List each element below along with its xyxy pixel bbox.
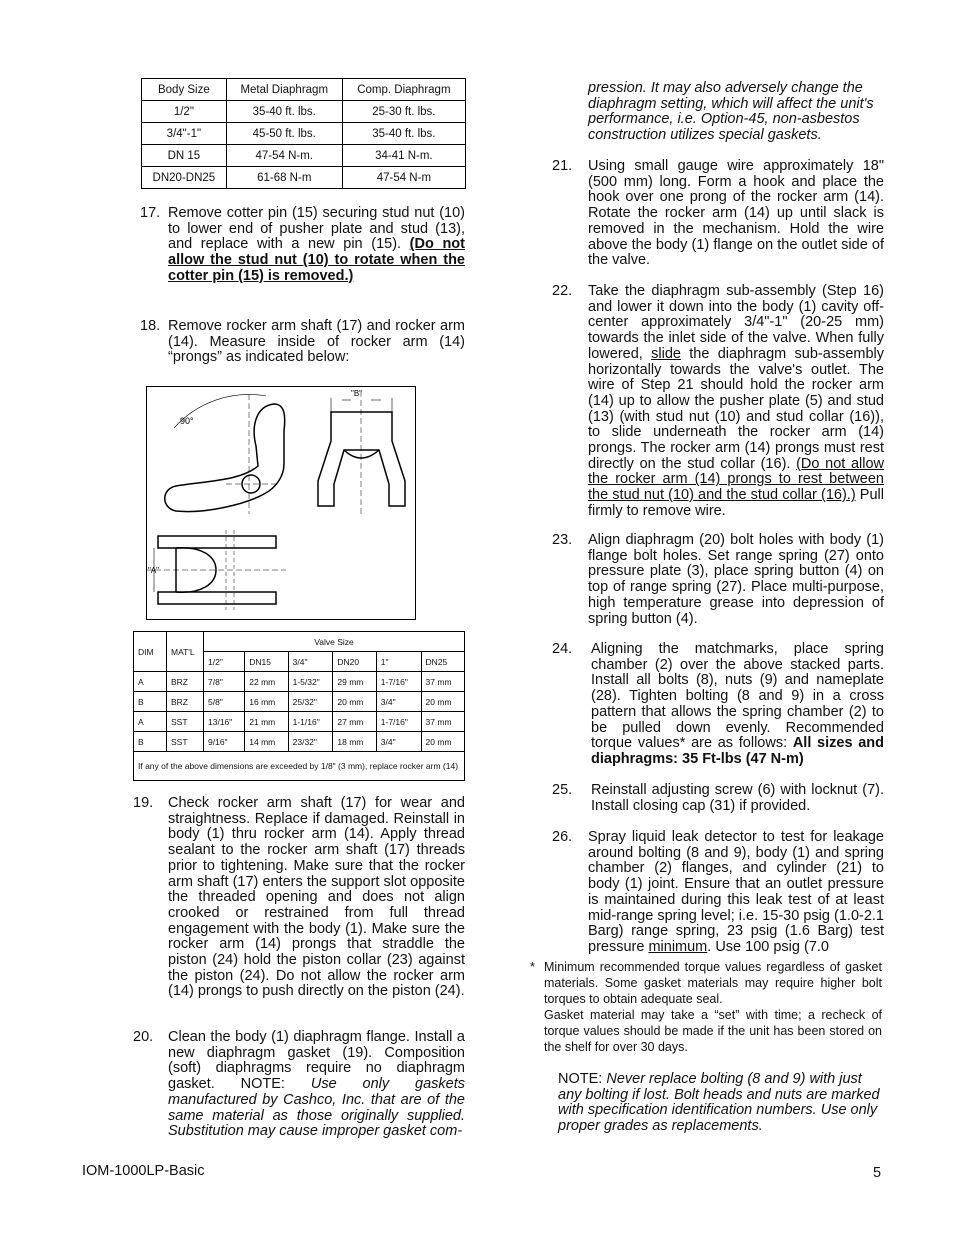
- header-cell: Body Size: [142, 79, 227, 101]
- table-cell: 35-40 ft. lbs.: [226, 101, 342, 123]
- step-text: Remove rocker arm shaft (17) and rocker arm (14). Measure inside of rocker arm (14) “prongs” as indicated below:: [168, 318, 465, 366]
- table-row: [134, 672, 465, 692]
- table-cell: 37 mm: [421, 672, 464, 692]
- step-19: [133, 796, 465, 1000]
- step-number: 26.: [552, 829, 573, 845]
- step-text: Align diaphragm (20) bolt holes with body (1) flange bolt holes. Set range spring (27) onto pressure plate (3), place spring button (4) on top of range spring (27). Place multi-purpose, high temperature grease into depression of spring button (4).: [588, 532, 884, 627]
- step-26: [552, 830, 884, 956]
- table-row: [134, 712, 465, 732]
- table-cell: 20 mm: [421, 732, 464, 752]
- step-17: [140, 206, 465, 285]
- header-cell: DN25: [421, 652, 464, 672]
- table-cell: 16 mm: [245, 692, 288, 712]
- table-cell: DN20-DN25: [142, 167, 227, 189]
- table-cell: A: [134, 672, 167, 692]
- torque-table: [141, 78, 466, 189]
- table-note-row: [134, 752, 465, 781]
- step-text: the diaphragm sub-assembly horizontally towards the valve's outlet. The wire of Step 21 should hold the rocker arm (14) up to allow the pusher plate (5) and stud (13) (with stud nut (10) and stud collar (16)), to slide underneath the rocker arm (14) prongs. The rocker arm (14) prongs must rest directly on the stud collar (16).: [588, 345, 884, 472]
- step-text: Using small gauge wire approximately 18" (500 mm) long. Form a hook and place the hook over one prong of the rocker arm (14). Rotate the rocker arm (14) up until slack is removed in the mechanism. Hold the wire above the body (1) flange on the outlet side of the valve.: [588, 158, 884, 269]
- dimension-b-label: "B": [351, 389, 363, 398]
- note-label: NOTE:: [558, 1071, 607, 1087]
- table-cell: A: [134, 712, 167, 732]
- table-cell: 1-5/32": [288, 672, 333, 692]
- table-cell: 1-7/16": [376, 712, 421, 732]
- angle-label: 90°: [180, 416, 194, 426]
- header-cell: 1/2": [204, 652, 245, 672]
- table-cell: 21 mm: [245, 712, 288, 732]
- step-text: Pull firmly to remove wire.: [588, 487, 884, 519]
- table-cell: B: [134, 692, 167, 712]
- table-cell: 27 mm: [333, 712, 376, 732]
- table-header-row: [142, 79, 466, 101]
- footnote-marker: *: [530, 960, 535, 974]
- table-row: [142, 101, 466, 123]
- table-row: [142, 167, 466, 189]
- note-text: Never replace bolting (8 and 9) with just any bolting if lost. Bolt heads and nuts are marked with specification identification numbers. Use only proper grades as replacements.: [558, 1071, 880, 1135]
- step-number: 20.: [133, 1029, 154, 1045]
- table-cell: 18 mm: [333, 732, 376, 752]
- step-22: [552, 284, 884, 520]
- table-cell: 47-54 N-m: [342, 167, 465, 189]
- step-text-emphasis: minimum: [648, 938, 708, 955]
- footnote-text: Gasket material may take a “set” with time; a recheck of torque values should be made if the unit has been stored on the shelf for over 30 days.: [544, 1008, 882, 1054]
- table-row: [134, 732, 465, 752]
- table-cell: 37 mm: [421, 712, 464, 732]
- table-cell: 7/8": [204, 672, 245, 692]
- header-cell: Comp. Diaphragm: [342, 79, 465, 101]
- header-cell: 3/4": [288, 652, 333, 672]
- table-cell: 9/16": [204, 732, 245, 752]
- footnote-text: Minimum recommended torque values regardless of gasket materials. Some gasket materials may require higher bolt torques to obtain adequate seal.: [544, 960, 882, 1006]
- step-text: Spray liquid leak detector to test for leakage around bolting (8 and 9), body (1) and spring chamber (2) flanges, and cylinder (21) to body (1) joint. Ensure that an outlet pressure is maintained during this leak test of at least mid-range spring level; i.e. 15-30 psig (1.0-2.1 Barg) range spring, 23 psig (1.6 Barg) test pressure: [588, 829, 884, 955]
- dimension-a-label: "A": [148, 566, 160, 575]
- step-number: 21.: [552, 158, 573, 174]
- step-number: 23.: [552, 532, 573, 548]
- table-cell: 35-40 ft. lbs.: [342, 123, 465, 145]
- rocker-arm-diagram: [146, 386, 416, 620]
- table-cell: SST: [167, 712, 204, 732]
- step-number: 24.: [552, 641, 573, 657]
- table-cell: 45-50 ft. lbs.: [226, 123, 342, 145]
- table-cell: 20 mm: [421, 692, 464, 712]
- header-cell: DIM: [134, 632, 167, 672]
- step-24: [552, 642, 884, 768]
- header-cell: DN20: [333, 652, 376, 672]
- table-cell: 23/32": [288, 732, 333, 752]
- step-25: [552, 783, 884, 814]
- step-number: 17.: [140, 205, 161, 221]
- document-id: IOM-1000LP-Basic: [82, 1163, 205, 1179]
- table-cell: DN 15: [142, 145, 227, 167]
- header-cell: Valve Size: [204, 632, 465, 652]
- header-cell: 1": [376, 652, 421, 672]
- step-number: 25.: [552, 782, 573, 798]
- table-cell: 13/16": [204, 712, 245, 732]
- footnote: [544, 959, 882, 1055]
- page-number: 5: [873, 1165, 882, 1181]
- table-cell: 3/4": [376, 732, 421, 752]
- step-18: [140, 319, 465, 366]
- table-cell: 25/32": [288, 692, 333, 712]
- header-cell: DN15: [245, 652, 288, 672]
- table-cell: 1-7/16": [376, 672, 421, 692]
- table-cell: BRZ: [167, 672, 204, 692]
- table-row: [142, 145, 466, 167]
- table-cell: 5/8": [204, 692, 245, 712]
- table-cell: SST: [167, 732, 204, 752]
- table-cell: 1/2": [142, 101, 227, 123]
- table-cell: 29 mm: [333, 672, 376, 692]
- table-row: [142, 123, 466, 145]
- step-number: 19.: [133, 795, 154, 811]
- step-text-emphasis: slide: [651, 345, 681, 362]
- table-cell: BRZ: [167, 692, 204, 712]
- header-cell: MAT'L: [167, 632, 204, 672]
- table-cell: 34-41 N-m.: [342, 145, 465, 167]
- table-cell: 25-30 ft. lbs.: [342, 101, 465, 123]
- header-cell: Metal Diaphragm: [226, 79, 342, 101]
- table-header-row: [134, 632, 465, 652]
- table-cell: 20 mm: [333, 692, 376, 712]
- table-cell: 47-54 N-m.: [226, 145, 342, 167]
- dimension-table: [133, 631, 465, 781]
- step-number: 22.: [552, 283, 573, 299]
- step-warning: (Do not allow the rocker arm (14) prongs to rest between the stud nut (10) and the stud collar (16).): [588, 455, 884, 504]
- table-cell: B: [134, 732, 167, 752]
- step-note-italic: Use only gaskets manufactured by Cashco, Inc. that are of the same material as those originally supplied. Substitution may cause improper gasket com-: [168, 1076, 465, 1140]
- step-torque-value: All sizes and diaphragms: 35 Ft-lbs (47 N-m): [591, 735, 884, 767]
- step-warning: (Do not allow the stud nut (10) to rotate when the cotter pin (15) is removed.): [168, 236, 465, 284]
- step-text: Reinstall adjusting screw (6) with locknut (7). Install closing cap (31) if provided.: [591, 782, 884, 814]
- table-row: [134, 692, 465, 712]
- table-cell: 22 mm: [245, 672, 288, 692]
- step-text: Take the diaphragm sub-assembly (Step 16) and lower it down into the body (1) cavity off-center approximately 3/4"-1" (20-25 mm) towards the inlet side of the valve. When fully lowered,: [588, 283, 884, 362]
- table-cell: 3/4": [376, 692, 421, 712]
- table-cell: 14 mm: [245, 732, 288, 752]
- step-text: Check rocker arm shaft (17) for wear and straightness. Replace if damaged. Reinstall in body (1) thru rocker arm (14). Apply thread sealant to the rocker arm shaft (17) threads prior to tightening. Make sure that the rocker arm shaft (17) enters the support slot opposite the threaded opening and does not align crooked or restrained from full thread engagement with the body (1). Make sure the rocker arm (14) prongs that straddle the piston (24) hold the piston collar (23) against the piston (24). Do not allow the rocker arm (14) prongs to push directly on the piston (24).: [168, 795, 465, 1000]
- step-20-continuation: pression. It may also adversely change the diaphragm setting, which will affect the unit's performance, i.e. Option-45, non-asbestos construction utilizes special gaskets.: [588, 80, 874, 144]
- table-cell: 61-68 N-m: [226, 167, 342, 189]
- step-text: Aligning the matchmarks, place spring chamber (2) over the above stacked parts. Install all bolts (8), nuts (9) and nameplate (28). Tighten bolting (8 and 9) in a cross pattern that allows the spring chamber (2) to be pulled down evenly. Recommended torque values* are as follows:: [591, 641, 884, 752]
- note-block: [558, 1072, 883, 1135]
- step-text: Clean the body (1) diaphragm flange. Install a new diaphragm gasket (19). Composition (soft) diaphragms require no diaphragm gasket. NOTE:: [168, 1029, 465, 1093]
- table-note: If any of the above dimensions are exceeded by 1/8" (3 mm), replace rocker arm (14): [134, 752, 465, 781]
- table-cell: 1-1/16": [288, 712, 333, 732]
- step-text: . Use 100 psig (7.0: [707, 938, 829, 955]
- step-number: 18.: [140, 318, 161, 334]
- step-23: [552, 533, 884, 627]
- step-20: [133, 1030, 465, 1140]
- step-text: Remove cotter pin (15) securing stud nut (10) to lower end of pusher plate and stud (13), and replace with a new pin (15).: [168, 205, 465, 253]
- table-cell: 3/4"-1": [142, 123, 227, 145]
- step-21: [552, 159, 884, 269]
